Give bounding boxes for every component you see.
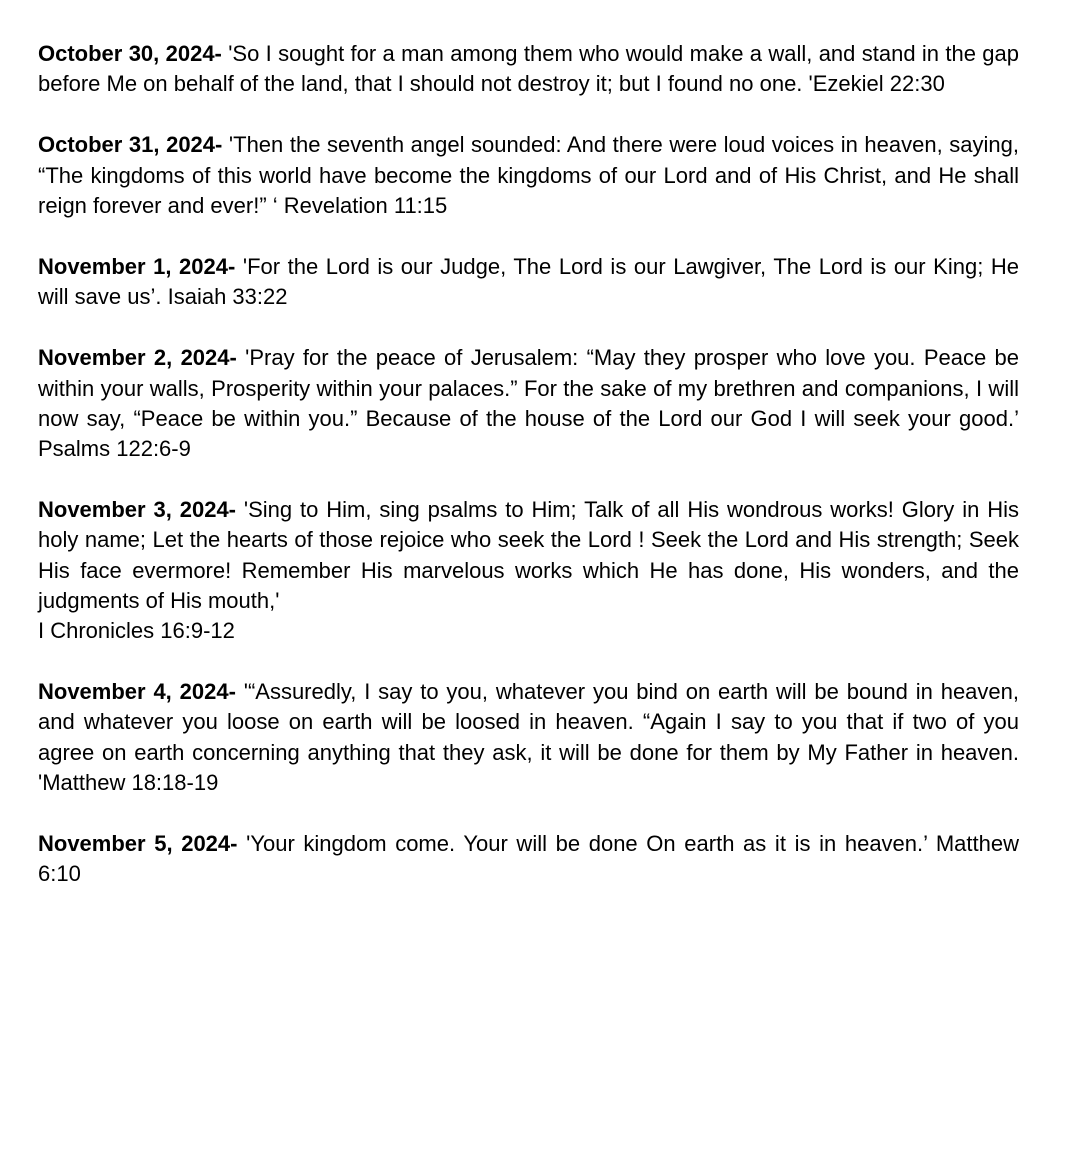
verse-entry — [38, 343, 1019, 464]
entry-date: November 5, 2024- — [38, 831, 238, 857]
verse-entry — [38, 252, 1019, 312]
verse-entry — [38, 829, 1019, 889]
entry-date: November 2, 2024- — [38, 345, 237, 371]
entry-text: 'So I sought for a man among them who would make a wall, and stand in the gap before Me on behalf of the land, that I should not destroy it; but I found no one. 'Ezekiel 22:30 — [38, 41, 1019, 97]
entry-date: October 31, 2024- — [38, 132, 223, 158]
entry-date: November 3, 2024- — [38, 497, 236, 523]
entry-text: 'For the Lord is our Judge, The Lord is our Lawgiver, The Lord is our King; He will save us’. Isaiah 33:22 — [38, 254, 1019, 310]
verse-entry — [38, 39, 1019, 99]
verse-entry — [38, 495, 1019, 646]
entry-reference: I Chronicles 16:9-12 — [38, 618, 235, 644]
entry-text: 'Pray for the peace of Jerusalem: “May they prosper who love you. Peace be within your walls, Prosperity within your palaces.” For the sake of my brethren and companions, I will now say, “Peace be within you.” Because of the house of the Lord our God I will seek your good.’ Psalms 122:6-9 — [38, 345, 1019, 462]
verse-entry — [38, 130, 1019, 221]
entry-text: 'Then the seventh angel sounded: And there were loud voices in heaven, saying, “The kingdoms of this world have become the kingdoms of our Lord and of His Christ, and He shall reign forever and ever!” ‘ Revelation 11:15 — [38, 132, 1019, 218]
verse-entry — [38, 677, 1019, 798]
entry-date: October 30, 2024- — [38, 41, 222, 66]
entry-date: November 1, 2024- — [38, 254, 236, 280]
entry-date: November 4, 2024- — [38, 679, 236, 705]
entry-text: 'Your kingdom come. Your will be done On earth as it is in heaven.’ Matthew 6:10 — [38, 831, 1019, 887]
document-body — [38, 39, 1019, 920]
entry-text: 'Sing to Him, sing psalms to Him; Talk of all His wondrous works! Glory in His holy name; Let the hearts of those rejoice who seek the Lord ! Seek the Lord and His strength; Seek His face evermore! Remember His marvelous works which He has done, His wonders, and the judgments of His mouth,' — [38, 497, 1019, 613]
entry-text: '“Assuredly, I say to you, whatever you bind on earth will be bound in heaven, and whatever you loose on earth will be loosed in heaven. “Again I say to you that if two of you agree on earth concerning anything that they ask, it will be done for them by My Father in heaven. 'Matthew 18:18-19 — [38, 679, 1020, 795]
